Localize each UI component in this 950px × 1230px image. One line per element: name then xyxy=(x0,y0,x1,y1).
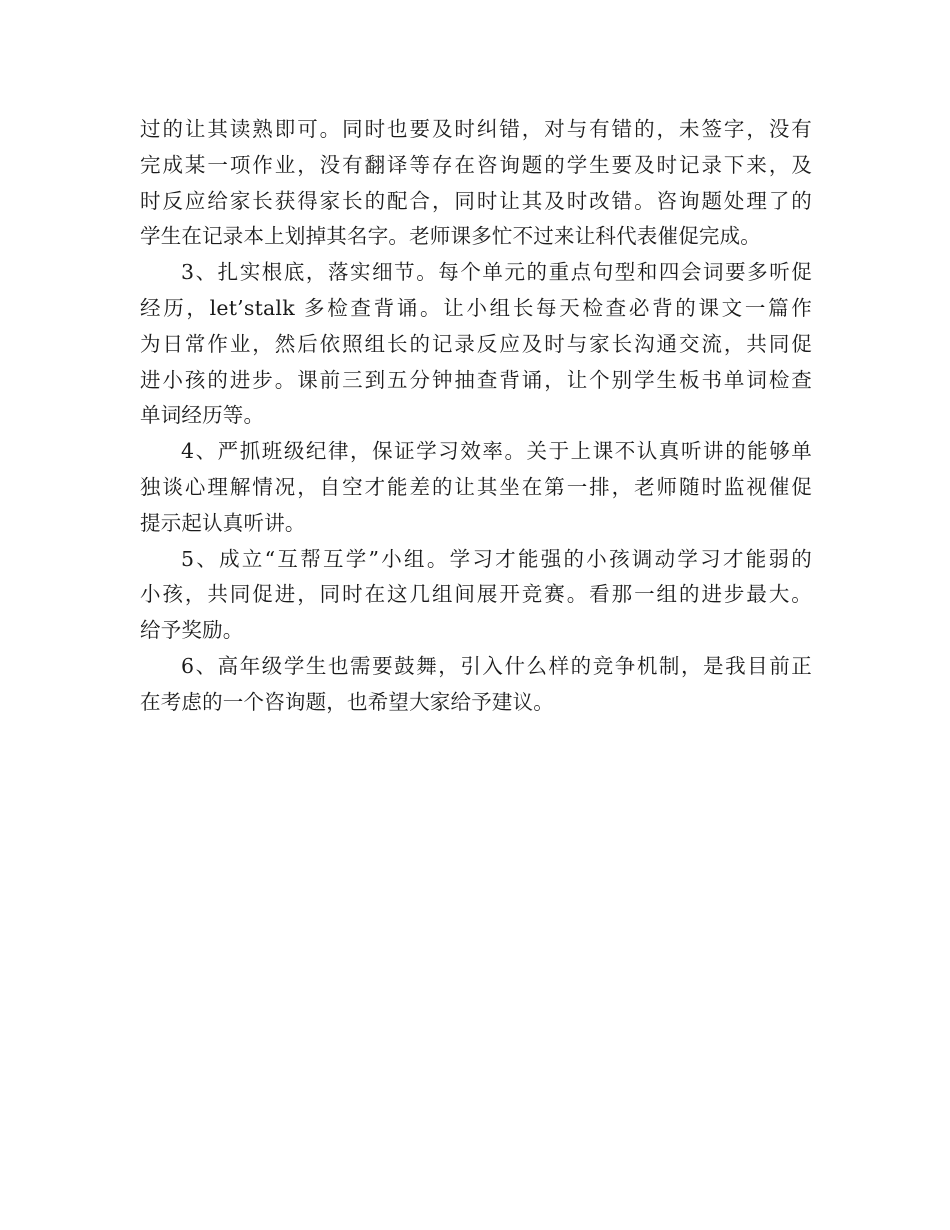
text-line: 为日常作业，然后依照组长的记录反应及时与家长沟通交流，共同促 xyxy=(140,331,812,356)
text-line: 小孩，共同促进，同时在这几组间展开竞赛。看那一组的进步最大。 xyxy=(140,582,812,607)
document-body xyxy=(140,112,812,721)
text-line: 3、扎实根底，落实细节。每个单元的重点句型和四会词要多听促 xyxy=(181,260,812,285)
text-line: 5、成立“互帮互学”小组。学习才能强的小孩调动学习才能弱的 xyxy=(181,546,812,571)
text-line: 过的让其读熟即可。同时也要及时纠错，对与有错的，未签字，没有 xyxy=(140,117,812,141)
text-line: 4、严抓班级纪律，保证学习效率。关于上课不认真听讲的能够单 xyxy=(181,439,812,464)
paragraph-item-5 xyxy=(140,542,812,649)
text-line: 独谈心理解情况，自空才能差的让其坐在第一排，老师随时监视催促 xyxy=(140,474,812,499)
text-line: 进小孩的进步。课前三到五分钟抽查背诵，让个别学生板书单词检查 xyxy=(140,367,812,392)
text-line: 学生在记录本上划掉其名字。老师课多忙不过来让科代表催促完成。 xyxy=(140,224,761,249)
text-line: 在考虑的一个咨询题，也希望大家给予建议。 xyxy=(140,689,554,714)
paragraph-item-4 xyxy=(140,434,812,541)
text-line: 6、高年级学生也需要鼓舞，引入什么样的竞争机制，是我目前正 xyxy=(181,653,812,678)
text-line: 时反应给家长获得家长的配合，同时让其及时改错。咨询题处理了的 xyxy=(140,188,812,213)
text-line: 给予奖励。 xyxy=(140,618,244,643)
text-line: 单词经历等。 xyxy=(140,403,265,428)
text-line: 完成某一项作业，没有翻译等存在咨询题的学生要及时记录下来，及 xyxy=(140,152,812,177)
paragraph-item-6 xyxy=(140,649,812,721)
text-line: 经历，let’stalk 多检查背诵。让小组长每天检查必背的课文一篇作 xyxy=(140,295,812,320)
text-line: 提示起认真听讲。 xyxy=(140,510,306,535)
paragraph-continuation xyxy=(140,112,812,255)
paragraph-item-3 xyxy=(140,255,812,434)
